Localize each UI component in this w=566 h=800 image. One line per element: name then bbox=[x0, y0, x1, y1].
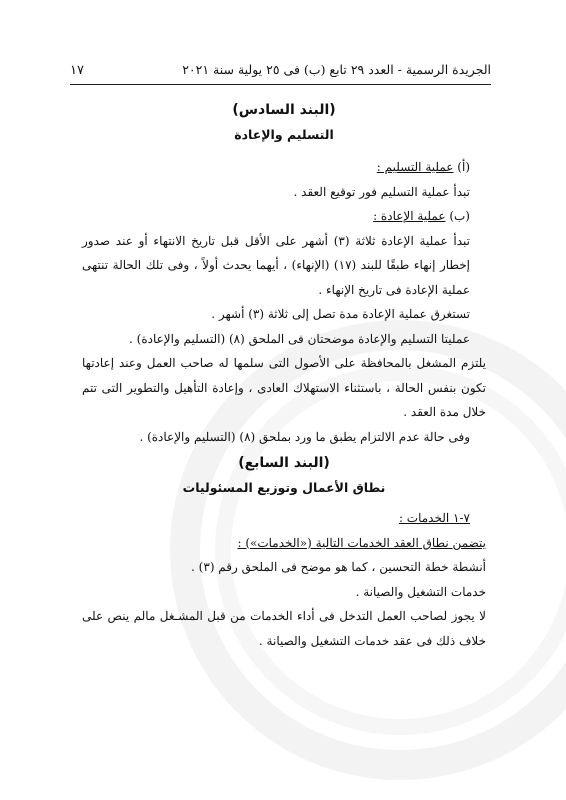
section7-title: (البند السابع) bbox=[238, 455, 330, 471]
document-body bbox=[82, 98, 486, 653]
page-header bbox=[70, 62, 491, 85]
gazette-title: الجريدة الرسمية - العدد ٢٩ تابع (ب) فى ٢٥ يولية سنة ٢٠٢١ bbox=[182, 62, 491, 77]
section7-1-intro: يتضمن نطاق العقد الخدمات التالية («الخدمات») : bbox=[237, 535, 486, 550]
section7-1-heading bbox=[82, 506, 486, 531]
section7-1-item1: أنشطة خطة التحسين ، كما هو موضح فى الملحق رقم (٣) . bbox=[191, 560, 486, 574]
section7-1-heading-text: ٧-١ الخدمات : bbox=[398, 511, 470, 525]
section6-b-text1: تبدأ عملية الإعادة ثلاثة (٣) أشهر على الأقل قبل تاريخ الانتهاء أو عند صدور إخطار إنهاء طبقًا للبند (١٧) (الإنهاء) ، أيهما يحدث أولاً ، وفى تلك الحالة تنتهى عملية الإعادة فى تاريخ الإنهاء . bbox=[82, 233, 471, 297]
page-number: ١٧ bbox=[70, 63, 84, 78]
section6-a-heading bbox=[82, 155, 486, 180]
section6-a-heading-text: عملية التسليم : bbox=[376, 160, 454, 174]
section6-title: (البند السادس) bbox=[232, 102, 336, 118]
section6-a-label: (أ) bbox=[457, 160, 470, 174]
section6-b-heading-text: عملية الإعادة : bbox=[373, 209, 446, 223]
section6-a-text: تبدأ عملية التسليم فور توقيع العقد . bbox=[293, 184, 470, 199]
section6-b-heading bbox=[82, 204, 486, 229]
section7-1-text: لا يجوز لصاحب العمل التدخل فى أداء الخدمات من قبل المشـغل مالم ينص على خلاف ذلك فى عقد خدمات التشغيل والصيانة . bbox=[82, 609, 486, 648]
section6-subtitle: التسليم والإعادة bbox=[234, 126, 334, 142]
section6-b-label: (ب) bbox=[449, 209, 470, 223]
section6-b-text2: تستغرق عملية الإعادة مدة تصل إلى ثلاثة (٣) أشهر . bbox=[211, 307, 470, 321]
section6-b-text3: عمليتا التسليم والإعادة موضحتان فى الملحق (٨) (التسليم والإعادة) . bbox=[129, 331, 470, 346]
section7-subtitle: نطاق الأعمال وتوزيع المسئوليات bbox=[182, 479, 386, 495]
section6-b-text4: يلتزم المشغل بالمحافظة على الأصول التى سلمها له صاحب العمل وعند إعادتها تكون بنفس الحالة ، باستثناء الاستهلاك العادى ، وإعادة التأهيل والتطوير التى تتم خلال مدة العقد . bbox=[82, 356, 486, 419]
section6-b-text5: وفى حالة عدم الالتزام يطبق ما ورد بملحق (٨) (التسليم والإعادة) . bbox=[139, 429, 470, 444]
section7-1-item2: خدمات التشغيل والصيانة . bbox=[355, 584, 486, 599]
